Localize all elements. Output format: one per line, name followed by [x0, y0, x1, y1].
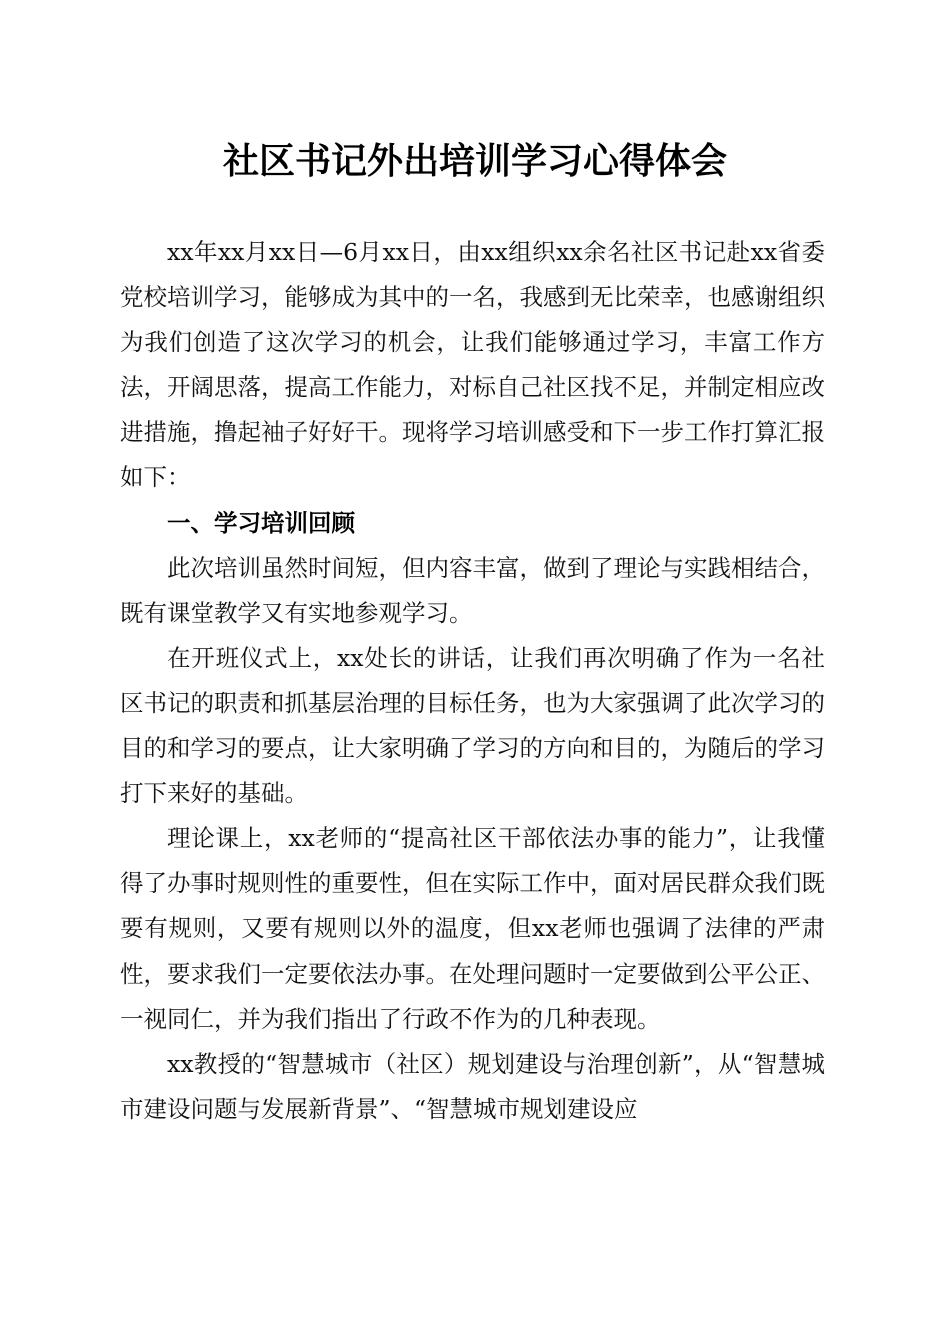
- section-heading: 一、学习培训回顾: [167, 508, 355, 537]
- body-paragraph: 此次培训虽然时间短，但内容丰富，做到了理论与实践相结合，既有课堂教学又有实地参观学习。: [120, 553, 825, 627]
- body-paragraph: 在开班仪式上，xx处长的讲话，让我们再次明确了作为一名社区书记的职责和抓基层治理的目标任务，也为大家强调了此次学习的目的和学习的要点，让大家明确了学习的方向和目的，为随后的学习打下来好的基础。: [120, 643, 825, 808]
- intro-paragraph: xx年xx月xx日—6月xx日，由xx组织xx余名社区书记赴xx省委党校培训学习，能够成为其中的一名，我感到无比荣幸，也感谢组织为我们创造了这次学习的机会，让我们能够通过学习，丰富工作方法，开阔思落，提高工作能力，对标自己社区找不足，并制定相应改进措施，撸起袖子好好干。现将学习培训感受和下一步工作打算汇报如下：: [120, 238, 825, 492]
- body-paragraph: 理论课上，xx老师的“提高社区干部依法办事的能力”，让我懂得了办事时规则性的重要性，但在实际工作中，面对居民群众我们既要有规则，又要有规则以外的温度，但xx老师也强调了法律的严肃性，要求我们一定要依法办事。在处理问题时一定要做到公平公正、一视同仁，并为我们指出了行政不作为的几种表现。: [120, 824, 825, 1033]
- document-body: [120, 230, 825, 1132]
- document-title: 社区书记外出培训学习心得体会: [222, 140, 727, 182]
- body-paragraph: xx教授的“智慧城市（社区）规划建设与治理创新”，从“智慧城市建设问题与发展新背景”、“智慧城市规划建设应: [120, 1049, 825, 1123]
